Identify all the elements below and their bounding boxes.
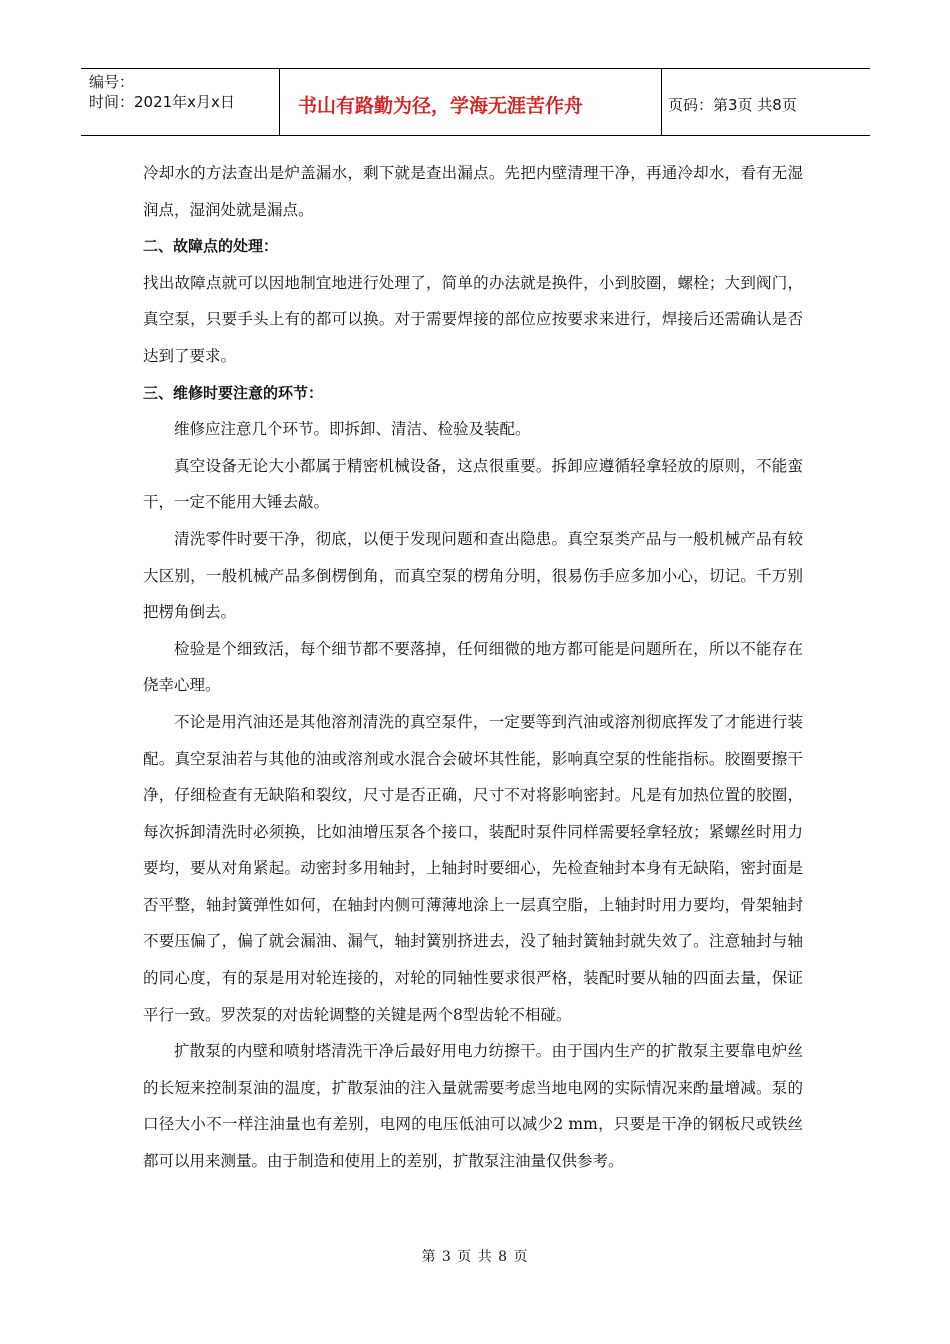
header-meta xyxy=(81,69,280,135)
header-page-info: 页码：第3页 共8页 xyxy=(668,96,797,114)
doc-date-label: 时间：2021年x月x日 xyxy=(89,93,235,111)
paragraph-disassembly: 真空设备无论大小都属于精密机械设备，这点很重要。拆卸应遵循轻拿轻放的原则，不能蛮干，一定不能用大锤去敲。 xyxy=(143,456,803,512)
document-body xyxy=(143,155,803,1180)
paragraph-diffusion-pump: 扩散泵的内壁和喷射塔清洗干净后最好用电力纺擦干。由于国内生产的扩散泵主要靠电炉丝的长短来控制泵油的温度，扩散泵油的注入量就需要考虑当地电网的实际情况来酌量增减。泵的口径大小不一样注油量也有差别，电网的电压低油可以减少2 mm，只要是干净的钢板尺或铁丝都可以用来测量。由于制造和使用上的差别，扩散泵注油量仅供参考。 xyxy=(143,1042,803,1171)
page-footer: 第 3 页 共 8 页 xyxy=(421,1249,529,1265)
section-heading-maintenance: 三、维修时要注意的环节： xyxy=(143,383,324,402)
paragraph-cleaning: 清洗零件时要干净，彻底，以便于发现问题和查出隐患。真空泵类产品与一般机械产品有较大区别，一般机械产品多倒楞倒角，而真空泵的楞角分明，很易伤手应多加小心，切记。千万别把楞角倒去。 xyxy=(143,529,803,622)
page-header xyxy=(81,68,870,136)
paragraph-assembly: 不论是用汽油还是其他溶剂清洗的真空泵件，一定要等到汽油或溶剂彻底挥发了才能进行装配。真空泵油若与其他的油或溶剂或水混合会破坏其性能，影响真空泵的性能指标。胶圈要擦干净，仔细检查有无缺陷和裂纹，尺寸是否正确，尺寸不对将影响密封。凡是有加热位置的胶圈，每次拆卸清洗时必须换，比如油增压泵各个接口，装配时泵件同样需要轻拿轻放；紧螺丝时用力要均，要从对角紧起。动密封多用轴封，上轴封时要细心，先检查轴封本身有无缺陷，密封面是否平整，轴封簧弹性如何，在轴封内侧可薄薄地涂上一层真空脂，上轴封时用力要均，骨架轴封不要压偏了，偏了就会漏油、漏气，轴封簧别挤进去，没了轴封簧轴封就失效了。注意轴封与轴的同心度，有的泵是用对轮连接的，对轮的同轴性要求很严格，装配时要从轴的四面去量，保证平行一致。罗茨泵的对齿轮调整的关键是两个8型齿轮不相碰。 xyxy=(143,712,803,1024)
doc-number-label: 编号： xyxy=(89,73,135,91)
paragraph-cooling-water: 冷却水的方法查出是炉盖漏水，剩下就是查出漏点。先把内壁清理干净，再通冷却水，看有无湿润点，湿润处就是漏点。 xyxy=(143,164,803,219)
section-heading-fault-handling: 二、故障点的处理： xyxy=(143,237,279,256)
header-motto: 书山有路勤为径，学海无涯苦作舟 xyxy=(280,69,662,135)
paragraph-inspection: 检验是个细致活，每个细节都不要落掉，任何细微的地方都可能是问题所在，所以不能存在侥幸心理。 xyxy=(143,639,803,695)
paragraph-maintenance-steps: 维修应注意几个环节。即拆卸、清洁、检验及装配。 xyxy=(174,420,531,439)
paragraph-fault-handling: 找出故障点就可以因地制宜地进行处理了，简单的办法就是换件，小到胶圈，螺栓；大到阀门，真空泵，只要手头上有的都可以换。对于需要焊接的部位应按要求来进行，焊接后还需确认是否达到了要求。 xyxy=(143,273,803,365)
